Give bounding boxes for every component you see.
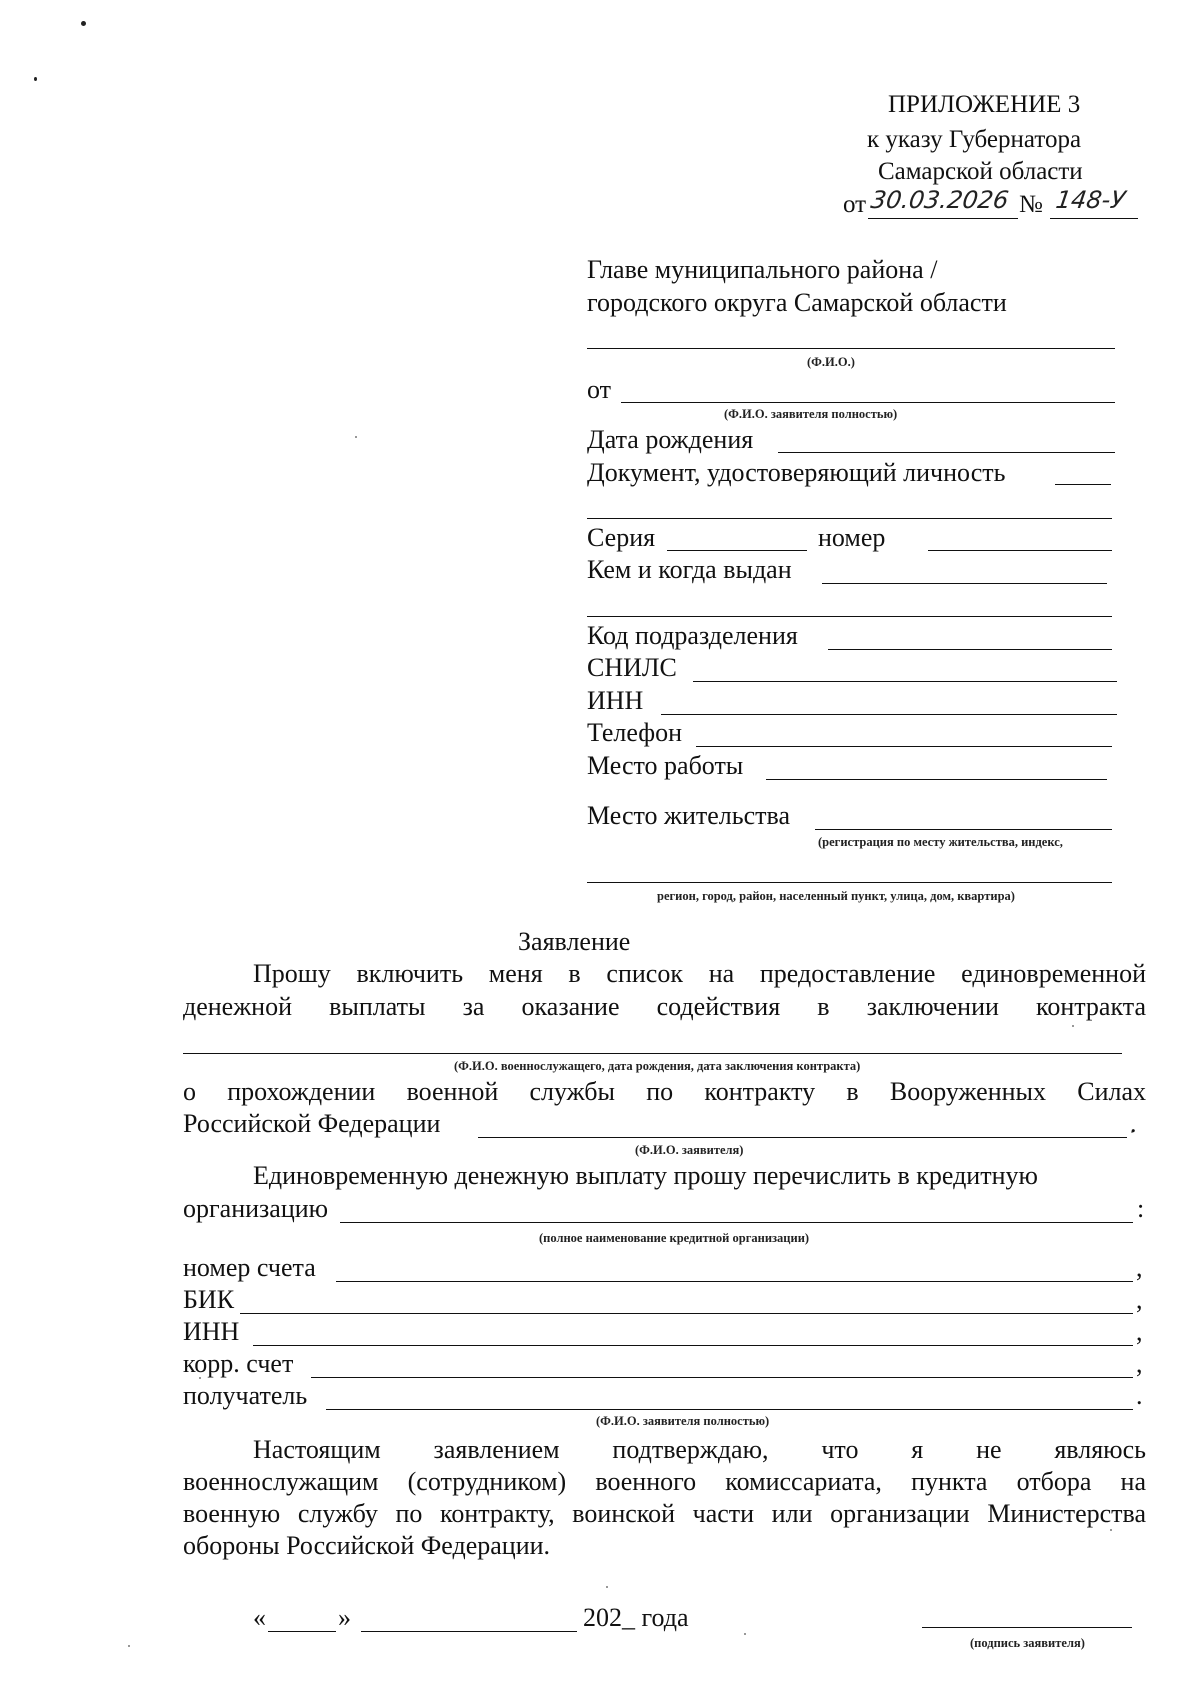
recipient-line — [326, 1409, 1133, 1410]
phone-label: Телефон — [587, 718, 683, 747]
bank-inn-comma: , — [1136, 1317, 1143, 1346]
day-line — [268, 1631, 336, 1632]
recipient-label: получатель — [183, 1381, 308, 1410]
scan-speck — [81, 21, 86, 26]
recipient-caption: (Ф.И.О. заявителя полностью) — [596, 1414, 770, 1428]
applicant-fio-line — [621, 402, 1115, 403]
corr-account-comma: , — [1136, 1349, 1143, 1378]
workplace-line — [766, 779, 1107, 780]
signature-line — [922, 1627, 1132, 1628]
appendix-from-label: от — [843, 191, 867, 218]
number-doc-label: номер — [818, 523, 886, 552]
recipient-period: . — [1136, 1381, 1143, 1410]
account-line — [336, 1281, 1133, 1282]
id-document-line2 — [587, 518, 1112, 519]
applicant-caption: (Ф.И.О. заявителя) — [635, 1143, 744, 1157]
bik-comma: , — [1136, 1285, 1143, 1314]
addressee-line2: городского округа Самарской области — [587, 288, 1007, 317]
division-code-label: Код подразделения — [587, 621, 798, 650]
bank-caption: (полное наименование кредитной организации) — [539, 1231, 810, 1245]
paragraph3-line1: Единовременную денежную выплату прошу перечислить в кредитную — [253, 1161, 1038, 1190]
handwritten-number: 148-У — [1054, 186, 1128, 214]
birth-date-line — [778, 452, 1115, 453]
birth-date-label: Дата рождения — [587, 425, 754, 454]
bank-inn-label: ИНН — [183, 1317, 240, 1346]
serviceman-caption: (Ф.И.О. военнослужащего, дата рождения, дата заключения контракта) — [454, 1059, 861, 1073]
scan-speck — [744, 1633, 746, 1635]
id-document-line — [1055, 484, 1111, 485]
bik-label: БИК — [183, 1285, 235, 1314]
paragraph1-line1: Прошу включить меня в список на предоставление единовременной — [253, 959, 1146, 988]
residence-label: Место жительства — [587, 801, 791, 830]
scan-speck — [355, 436, 357, 438]
paragraph4-line1: Настоящим заявлением подтверждаю, что я не являюсь — [253, 1435, 1146, 1464]
applicant-line — [478, 1137, 1127, 1138]
residence-caption1: (регистрация по месту жительства, индекс, — [818, 835, 1063, 849]
scan-speck — [34, 77, 37, 81]
applicant-fio-caption: (Ф.И.О. заявителя полностью) — [724, 407, 898, 421]
handwritten-date: 30.03.2026 — [869, 186, 1011, 214]
residence-line2 — [587, 882, 1112, 883]
residence-line — [815, 829, 1112, 830]
paragraph3-line2: организацию — [183, 1194, 329, 1223]
head-fio-line — [587, 348, 1115, 349]
issued-by-line — [822, 583, 1107, 584]
paragraph1-line2: денежной выплаты за оказание содействия в заключении контракта — [183, 992, 1146, 1021]
bik-line — [240, 1313, 1133, 1314]
inn-line — [661, 714, 1117, 715]
phone-line — [696, 746, 1112, 747]
account-label: номер счета — [183, 1253, 316, 1282]
date-quote-open: « — [253, 1603, 266, 1632]
inn-label: ИНН — [587, 686, 644, 715]
paragraph4-line4: обороны Российской Федерации. — [183, 1531, 551, 1560]
signature-caption: (подпись заявителя) — [970, 1636, 1085, 1650]
date-quote-close: » — [338, 1603, 351, 1632]
appendix-region: Самарской области — [878, 158, 1083, 185]
issued-by-label: Кем и когда выдан — [587, 555, 792, 584]
paragraph2-line2: Российской Федерации — [183, 1109, 441, 1138]
scan-speck — [1072, 1025, 1074, 1027]
scan-speck — [606, 1586, 608, 1588]
residence-caption2: регион, город, район, населенный пункт, улица, дом, квартира) — [657, 889, 1015, 903]
number-doc-line — [928, 550, 1112, 551]
year-label: 202_ года — [583, 1603, 689, 1632]
workplace-label: Место работы — [587, 751, 744, 780]
appendix-title: ПРИЛОЖЕНИЕ 3 — [888, 91, 1081, 118]
series-line — [667, 550, 807, 551]
serviceman-line — [183, 1053, 1122, 1054]
number-label: № — [1019, 191, 1043, 218]
number-line — [1050, 218, 1138, 219]
snils-label: СНИЛС — [587, 653, 677, 682]
statement-title: Заявление — [518, 927, 631, 956]
paragraph4-line3: военную службу по контракту, воинской части или организации Министерства — [183, 1499, 1146, 1528]
appendix-decree: к указу Губернатора — [867, 126, 1082, 153]
date-line — [868, 218, 1018, 219]
bank-inn-line — [253, 1345, 1133, 1346]
id-document-label: Документ, удостоверяющий личность — [587, 458, 1006, 487]
scan-speck — [128, 1645, 130, 1647]
series-label: Серия — [587, 523, 656, 552]
paragraph4-line2: военнослужащим (сотрудником) военного комиссариата, пункта отбора на — [183, 1467, 1146, 1496]
head-fio-caption: (Ф.И.О.) — [807, 355, 855, 369]
issued-by-line2 — [587, 616, 1112, 617]
snils-line — [693, 681, 1117, 682]
division-code-line — [828, 649, 1112, 650]
paragraph2-end: . — [1130, 1109, 1137, 1138]
account-comma: , — [1136, 1253, 1143, 1282]
corr-account-label: корр. счет — [183, 1349, 294, 1378]
bank-line — [340, 1222, 1133, 1223]
paragraph2-line1: о прохождении военной службы по контракту в Вооруженных Силах — [183, 1077, 1146, 1106]
corr-account-line — [311, 1377, 1133, 1378]
paragraph3-end: : — [1137, 1194, 1145, 1223]
addressee-line1: Главе муниципального района / — [587, 255, 938, 284]
month-line — [361, 1631, 577, 1632]
from-label: от — [587, 375, 612, 404]
